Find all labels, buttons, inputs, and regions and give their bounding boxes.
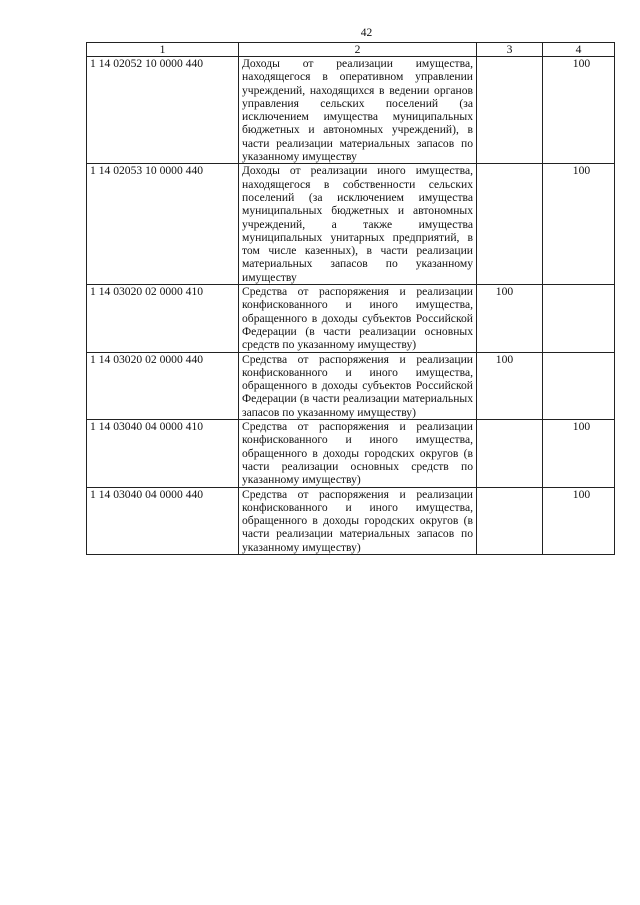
table-row bbox=[87, 420, 615, 487]
value-col-3: 100 bbox=[495, 285, 514, 299]
value-col-4: 100 bbox=[572, 164, 591, 178]
revenue-code: 1 14 03020 02 0000 410 bbox=[87, 285, 239, 352]
revenue-table bbox=[86, 42, 615, 555]
revenue-code: 1 14 03040 04 0000 410 bbox=[87, 420, 239, 487]
value-col-4: 100 bbox=[572, 420, 591, 434]
value-col-4: 100 bbox=[572, 487, 591, 501]
revenue-description: Средства от распоряжения и реализации конфискованного и иного имущества, обращенного в доходы субъектов Российской Федерации (в части реализации материальных запасов по указанному имуществу) bbox=[239, 352, 477, 419]
table-row bbox=[87, 352, 615, 419]
table-header-row bbox=[87, 43, 615, 57]
revenue-description: Средства от распоряжения и реализации конфискованного и иного имущества, обращенного в доходы городских округов (в части реализации основных средств по указанному имуществу) bbox=[239, 420, 477, 487]
page-number: 42 bbox=[360, 27, 373, 39]
revenue-description: Средства от распоряжения и реализации конфискованного и иного имущества, обращенного в доходы субъектов Российской Федерации (в части реализации основных средств по указанному имуществу) bbox=[239, 285, 477, 352]
revenue-description: Доходы от реализации имущества, находящегося в оперативном управлении учреждений, находящихся в ведении органов управления сельских поселений (за исключением имущества муниципальных бюджетных и автономных учреждений), в части реализации материальных запасов по указанному имуществу bbox=[239, 57, 477, 164]
table-row bbox=[87, 285, 615, 352]
value-col-4: 100 bbox=[572, 57, 591, 70]
header-col-1: 1 bbox=[87, 43, 239, 57]
revenue-code: 1 14 02052 10 0000 440 bbox=[87, 57, 239, 164]
revenue-code: 1 14 03040 04 0000 440 bbox=[87, 487, 239, 554]
revenue-code: 1 14 03020 02 0000 440 bbox=[87, 352, 239, 419]
header-col-2: 2 bbox=[239, 43, 477, 57]
table-row bbox=[87, 164, 615, 285]
value-col-3: 100 bbox=[495, 352, 514, 366]
table-row bbox=[87, 487, 615, 554]
table-row bbox=[87, 57, 615, 164]
header-col-3: 3 bbox=[477, 43, 543, 57]
header-col-4: 4 bbox=[543, 43, 615, 57]
revenue-description: Доходы от реализации иного имущества, находящегося в собственности сельских поселений (за исключением имущества муниципальных бюджетных и автономных учреждений, а также имущества муниципальных унитарных предприятий, в том числе казенных), в части реализации материальных запасов по указанному имуществу bbox=[239, 164, 477, 285]
revenue-code: 1 14 02053 10 0000 440 bbox=[87, 164, 239, 285]
revenue-description: Средства от распоряжения и реализации конфискованного и иного имущества, обращенного в доходы городских округов (в части реализации материальных запасов по указанному имуществу) bbox=[239, 487, 477, 554]
